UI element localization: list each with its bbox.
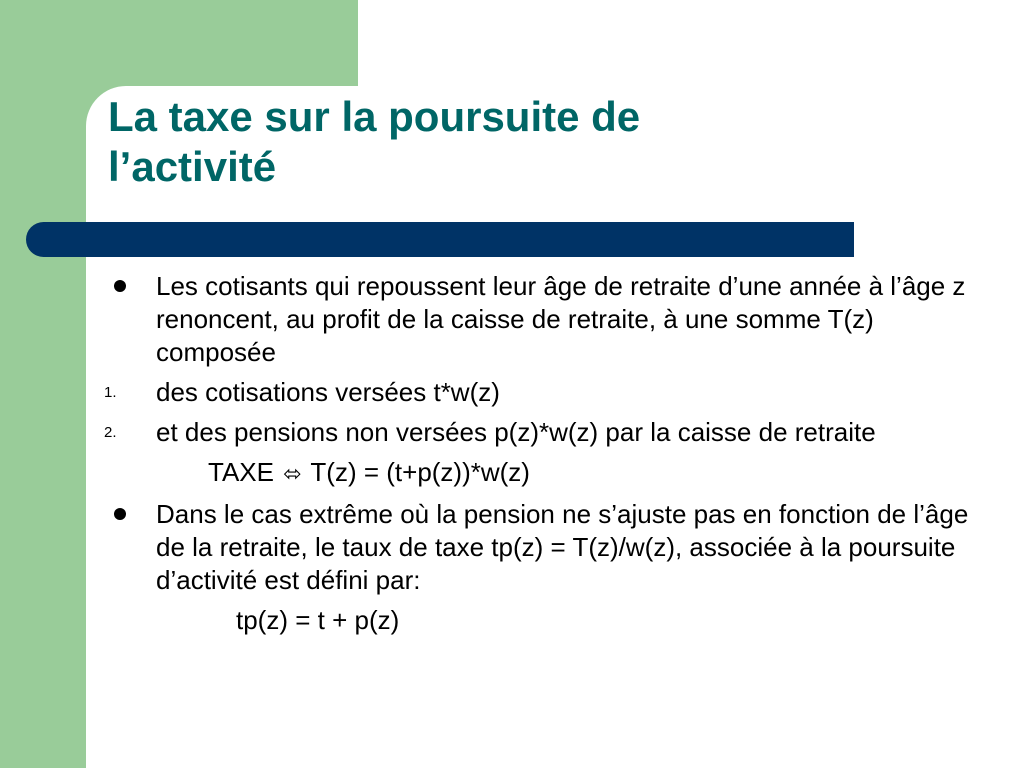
- title-line-1: La taxe sur la poursuite de: [108, 93, 641, 140]
- bullet-dot-icon: [100, 498, 140, 531]
- item-number: 2.: [104, 424, 117, 441]
- bullet-item: [100, 270, 980, 369]
- numbered-item-1: [100, 376, 980, 409]
- bullet-item: [100, 498, 980, 597]
- numbered-item-2: [100, 416, 980, 449]
- item-number: 1.: [104, 384, 117, 401]
- title-underline-bar: [26, 222, 854, 257]
- bullet-dot-icon: [100, 270, 140, 303]
- slide-body: [100, 270, 980, 644]
- formula-left: TAXE: [208, 457, 274, 487]
- bullet-text: Dans le cas extrême où la pension ne s’ajuste pas en fonction de l’âge de la retraite, le taux de taxe tp(z) = T(z)/w(z), associée à la poursuite d’activité est défini par:: [156, 499, 969, 595]
- formula-right: T(z) = (t+p(z))*w(z): [310, 457, 530, 487]
- formula-tax-rate: tp(z) = t + p(z): [236, 605, 400, 635]
- title-line-2: l’activité: [108, 143, 277, 190]
- item-text: des cotisations versées t*w(z): [156, 377, 500, 407]
- slide-title: [108, 92, 928, 192]
- double-arrow-icon: ⬄: [283, 462, 302, 487]
- item-text: et des pensions non versées p(z)*w(z) par la caisse de retraite: [156, 417, 876, 447]
- formula-taxe: [100, 456, 980, 491]
- bullet-text: Les cotisants qui repoussent leur âge de retraite d’une année à l’âge z renoncent, au profit de la caisse de retraite, à une somme T(z) composée: [156, 271, 966, 367]
